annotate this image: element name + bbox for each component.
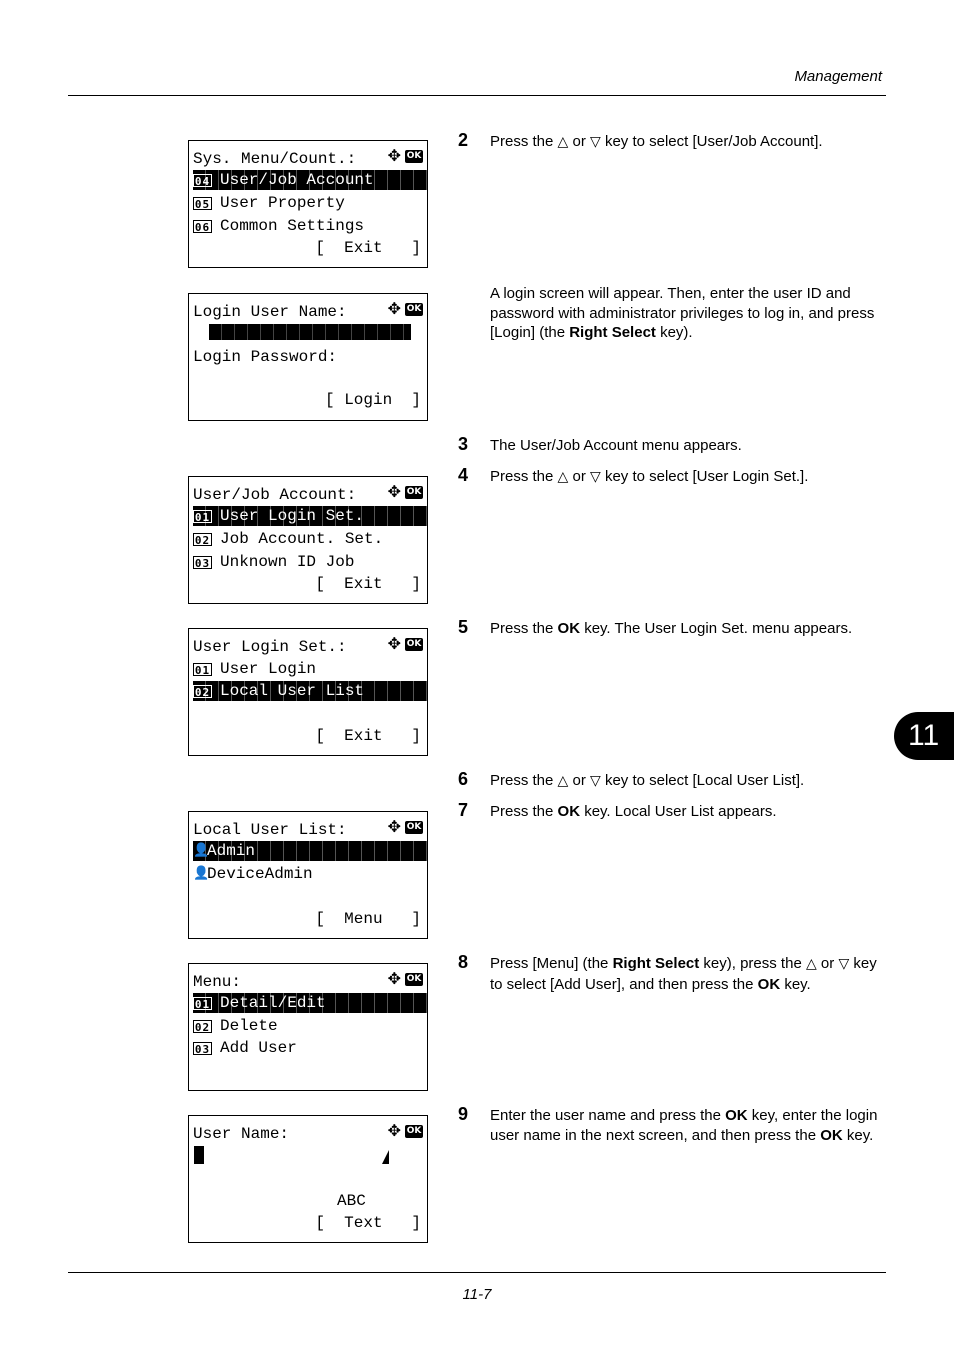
screen-title: User Login Set.: xyxy=(193,638,347,656)
four-way-arrows-icon: ✥ xyxy=(387,482,401,501)
up-key-icon: △ xyxy=(557,469,569,485)
step-text: Press the △ or ▽ key to select [Local User List]. xyxy=(490,772,805,789)
item-label: User Login Set. xyxy=(220,507,365,525)
step-number: 9 xyxy=(458,1104,469,1124)
ok-key-icon: OK xyxy=(406,973,422,984)
step-number: 8 xyxy=(458,952,469,972)
lcd-screen-user-login-set xyxy=(188,628,428,756)
down-key-icon: ▽ xyxy=(590,469,601,485)
step-number: 3 xyxy=(458,434,469,454)
section-header: Management xyxy=(794,68,882,85)
item-label: Detail/Edit xyxy=(220,994,326,1012)
screen-title: User Name: xyxy=(193,1125,290,1143)
screen-title: User/Job Account: xyxy=(193,486,357,504)
screen-title: Local User List: xyxy=(193,821,347,839)
step-number: 6 xyxy=(458,769,469,789)
screen-key-icons xyxy=(388,636,423,652)
page-number: 11-7 xyxy=(462,1286,492,1303)
screen-key-icons xyxy=(388,484,423,500)
step-text: Press the OK key. The User Login Set. menu appears. xyxy=(490,620,853,637)
user-label: Admin xyxy=(207,842,256,860)
screen-key-icons xyxy=(388,971,423,987)
four-way-arrows-icon: ✥ xyxy=(387,299,401,318)
item-label: User Property xyxy=(220,194,345,212)
ok-key-icon: OK xyxy=(406,638,422,649)
four-way-arrows-icon: ✥ xyxy=(387,969,401,988)
menu-item xyxy=(193,193,427,213)
menu-item xyxy=(193,1016,427,1036)
lcd-screen-sys-menu xyxy=(188,140,428,268)
item-number: 01 xyxy=(194,997,211,1011)
screen-key-icons xyxy=(388,819,423,835)
menu-item-selected xyxy=(193,506,427,526)
login-instructions: A login screen will appear. Then, enter the user ID and password with administrator privileges to log in, and press [Login] (the Right Select key). xyxy=(490,285,875,341)
menu-item xyxy=(193,529,427,549)
user-icon: 👤 xyxy=(193,866,210,881)
step-text: Press [Menu] (the Right Select key), press the △ or ▽ key to select [Add User], and then press the OK key. xyxy=(490,955,877,993)
menu-item xyxy=(193,216,427,236)
lcd-screen-user-name xyxy=(188,1115,428,1243)
softkey-label: [ Exit ] xyxy=(315,239,421,257)
ok-key-icon: OK xyxy=(406,821,422,832)
item-number: 03 xyxy=(194,556,211,570)
item-number: 06 xyxy=(194,220,211,234)
lcd-screen-local-user-list xyxy=(188,811,428,939)
step-number: 2 xyxy=(458,130,469,150)
menu-item xyxy=(193,1038,427,1058)
text-cursor xyxy=(194,1146,204,1164)
item-number: 04 xyxy=(194,174,211,188)
screen-key-icons xyxy=(388,148,423,164)
four-way-arrows-icon: ✥ xyxy=(387,1121,401,1140)
user-name-field xyxy=(209,324,411,340)
ok-key-icon: OK xyxy=(406,486,422,497)
footer-rule xyxy=(68,1272,886,1273)
item-number: 02 xyxy=(194,1020,211,1034)
screen-key-icons xyxy=(388,1123,423,1139)
item-number: 05 xyxy=(194,197,211,211)
password-label: Login Password: xyxy=(193,348,338,366)
item-label: Common Settings xyxy=(220,217,365,235)
item-number: 02 xyxy=(194,685,211,699)
softkey-label: [ Exit ] xyxy=(315,575,421,593)
chapter-tab: 11 xyxy=(894,712,954,760)
up-key-icon: △ xyxy=(557,773,569,789)
step-text: Enter the user name and press the OK key, enter the login user name in the next screen, and then press the OK key. xyxy=(490,1107,878,1144)
step-text: Press the △ or ▽ key to select [User/Job Account]. xyxy=(490,133,823,150)
item-label: User Login xyxy=(220,660,317,678)
up-key-icon: △ xyxy=(557,134,569,150)
item-number: 03 xyxy=(194,1042,211,1056)
item-number: 01 xyxy=(194,510,211,524)
step-text: Press the OK key. Local User List appears. xyxy=(490,803,777,820)
softkey-label: [ Text ] xyxy=(315,1214,421,1232)
down-key-icon: ▽ xyxy=(590,773,601,789)
four-way-arrows-icon: ✥ xyxy=(387,146,401,165)
item-number: 01 xyxy=(194,663,211,677)
step-text: Press the △ or ▽ key to select [User Login Set.]. xyxy=(490,468,809,485)
down-key-icon: ▽ xyxy=(838,956,850,972)
menu-item xyxy=(193,659,427,679)
up-key-icon: △ xyxy=(805,956,817,972)
softkey-label: [ Menu ] xyxy=(315,910,421,928)
four-way-arrows-icon: ✥ xyxy=(387,634,401,653)
user-item xyxy=(193,864,427,884)
item-label: Delete xyxy=(220,1017,278,1035)
menu-item xyxy=(193,552,427,572)
step-text: The User/Job Account menu appears. xyxy=(490,437,742,454)
lcd-screen-menu xyxy=(188,963,428,1091)
step-number: 5 xyxy=(458,617,469,637)
item-label: Add User xyxy=(220,1039,297,1057)
step-number: 7 xyxy=(458,800,469,820)
item-number: 02 xyxy=(194,533,211,547)
user-icon: 👤 xyxy=(193,843,210,858)
step-number: 4 xyxy=(458,465,469,485)
item-label: Local User List xyxy=(220,682,365,700)
lcd-screen-user-job-account xyxy=(188,476,428,604)
header-rule xyxy=(68,95,886,96)
screen-title: Sys. Menu/Count.: xyxy=(193,150,357,168)
input-mode-label: ABC xyxy=(337,1192,366,1210)
softkey-label: [ Exit ] xyxy=(315,727,421,745)
menu-item-selected xyxy=(193,681,427,701)
four-way-arrows-icon: ✥ xyxy=(387,817,401,836)
menu-item-selected xyxy=(193,170,427,190)
screen-title: Menu: xyxy=(193,973,242,991)
item-label: User/Job Account xyxy=(220,171,374,189)
ok-key-icon: OK xyxy=(406,1125,422,1136)
input-level-icon xyxy=(382,1150,389,1164)
ok-key-icon: OK xyxy=(406,303,422,314)
user-label: DeviceAdmin xyxy=(207,865,313,883)
screen-key-icons xyxy=(388,301,423,317)
ok-key-icon: OK xyxy=(406,150,422,161)
item-label: Job Account. Set. xyxy=(220,530,384,548)
menu-item-selected xyxy=(193,993,427,1013)
screen-title: Login User Name: xyxy=(193,303,347,321)
item-label: Unknown ID Job xyxy=(220,553,355,571)
lcd-screen-login xyxy=(188,293,428,421)
user-item-selected xyxy=(193,841,427,861)
softkey-label: [ Login ] xyxy=(324,391,421,409)
down-key-icon: ▽ xyxy=(590,134,601,150)
